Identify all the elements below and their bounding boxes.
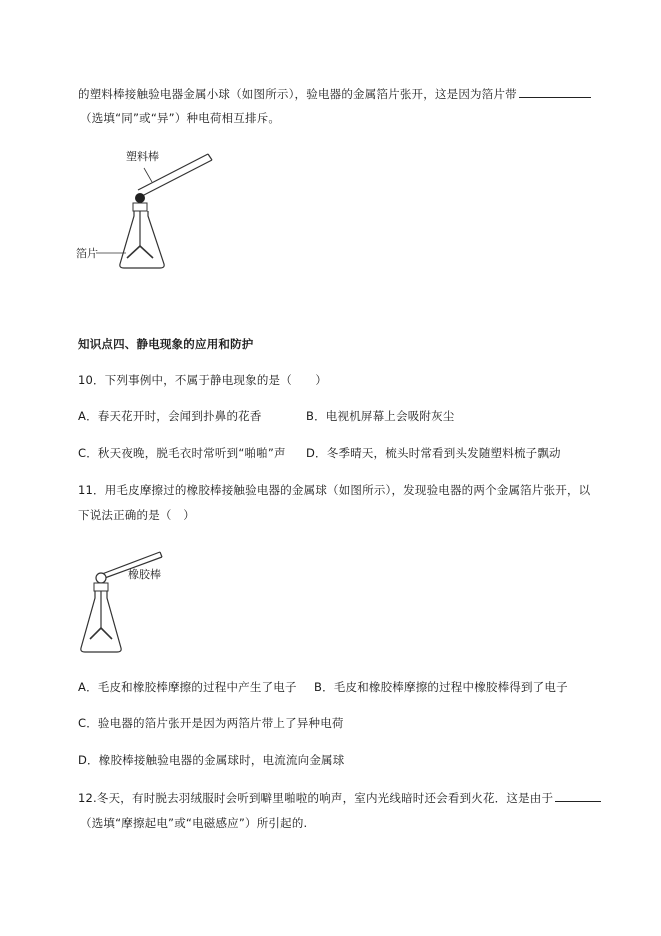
q10-option-c[interactable]: C．秋天夜晚，脱毛衣时常听到“啪啪”声 xyxy=(78,446,286,460)
q9-line-2: （选填“同”或“异”）种电荷相互排斥。 xyxy=(80,111,281,125)
q11-option-d[interactable]: D．橡胶棒接触验电器的金属球时，电流流向金属球 xyxy=(78,753,345,767)
q10-stem: 10．下列事例中，不属于静电现象的是（ ） xyxy=(78,373,328,387)
foil-right xyxy=(140,246,153,258)
foil-right xyxy=(101,628,112,639)
q9-text-1: 的塑料棒接触验电器金属小球（如图所示），验电器的金属箔片张开，这是因为箔片带 xyxy=(78,87,517,101)
section-heading: 知识点四、静电现象的应用和防护 xyxy=(78,337,254,351)
flask xyxy=(120,211,164,268)
q9-answer-blank[interactable] xyxy=(519,86,591,98)
q11-option-c[interactable]: C．验电器的箔片张开是因为两箔片带上了异种电荷 xyxy=(78,716,344,730)
q11-option-a[interactable]: A．毛皮和橡胶棒摩擦的过程中产生了电子 xyxy=(78,680,297,694)
stopper xyxy=(94,583,108,591)
q11-stem-line-2: 下说法正确的是（ ） xyxy=(78,508,195,522)
q9-line-1 xyxy=(78,86,591,102)
metal-ball xyxy=(96,573,106,583)
electroscope-figure-plastic-rod xyxy=(72,146,222,276)
electroscope-figure-rubber-rod xyxy=(74,544,204,664)
q10-option-d[interactable]: D．冬季晴天，梳头时常看到头发随塑料梳子飘动 xyxy=(306,446,561,460)
plastic-rod-label: 塑料棒 xyxy=(126,150,159,163)
metal-ball xyxy=(135,193,145,203)
q12-line-2: （选填“摩擦起电”或“电磁感应”）所引起的. xyxy=(80,816,308,830)
q12-line-1 xyxy=(78,790,601,806)
electroscope-rubber-diagram xyxy=(74,544,204,664)
foil-left xyxy=(90,628,101,639)
q10-option-b[interactable]: B．电视机屏幕上会吸附灰尘 xyxy=(306,409,455,423)
q11-stem-line-1: 11．用毛皮摩擦过的橡胶棒接触验电器的金属球（如图所示），发现验电器的两个金属箔片张开，以 xyxy=(78,483,591,497)
foil-label: 箔片 xyxy=(76,247,98,260)
q12-text-1: 12.冬天，有时脱去羽绒服时会听到噼里啪啦的响声，室内光线暗时还会看到火花．这是由于 xyxy=(78,791,554,805)
stopper xyxy=(133,203,147,211)
foil-left xyxy=(127,246,140,258)
q11-option-b[interactable]: B．毛皮和橡胶棒摩擦的过程中橡胶棒得到了电子 xyxy=(314,680,568,694)
rubber-rod-label: 橡胶棒 xyxy=(128,568,161,581)
rod-label-pointer xyxy=(144,168,152,182)
q12-answer-blank[interactable] xyxy=(555,790,601,802)
q10-option-a[interactable]: A．春天花开时，会闻到扑鼻的花香 xyxy=(78,409,262,423)
